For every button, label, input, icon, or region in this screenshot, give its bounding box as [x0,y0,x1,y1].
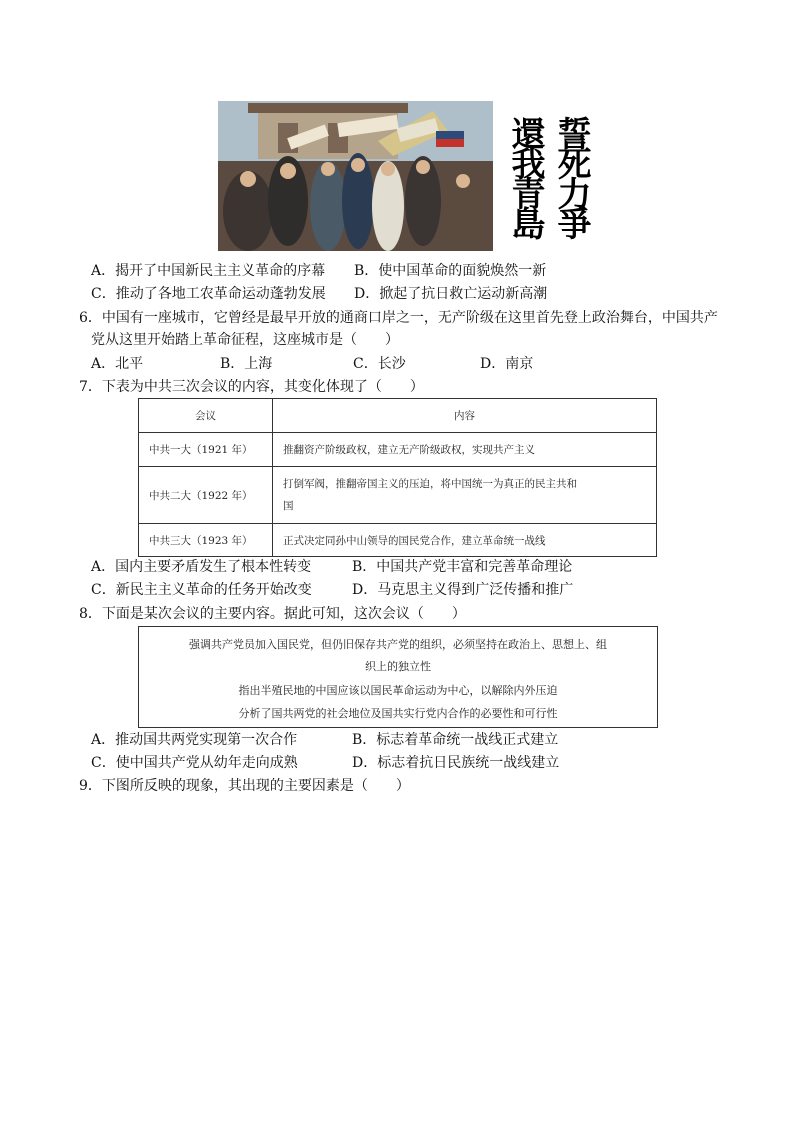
table-header-row [139,399,657,433]
q5-option-a: A．揭开了中国新民主主义革命的序幕 [91,263,326,279]
q6-option-c: C．长沙 [353,356,406,372]
q6-option-b: B．上海 [220,356,273,372]
quote-line-1: 强调共产党员加入国民党，但仍旧保存共产党的组织，必须坚持在政治上、思想上、组 [189,638,607,651]
slogan-column-left: 還我青島 [505,116,545,236]
quote-line-4: 分析了国共两党的社会地位及国共实行党内合作的必要性和可行性 [238,707,558,720]
q6-option-a: A．北平 [91,356,144,372]
q8-option-d: D．标志着抗日民族统一战线建立 [352,755,560,771]
table-cell-meeting: 中共二大（1922 年） [139,467,273,524]
q6-stem-line2: 党从这里开始踏上革命征程，这座城市是（ ） [91,332,399,348]
table-cell-meeting: 中共一大（1921 年） [139,433,273,467]
q9-stem: 9．下图所反映的现象，其出现的主要因素是（ ） [79,778,410,794]
table-row [139,467,657,524]
q7-option-a: A．国内主要矛盾发生了根本性转变 [91,559,312,575]
q5-option-c: C．推动了各地工农革命运动蓬勃发展 [91,286,326,302]
table-cell-content [273,467,657,524]
table-cell-content-line: 国 [283,500,294,512]
q8-option-b: B．标志着革命统一战线正式建立 [352,732,559,748]
quote-line-2: 织上的独立性 [365,660,431,673]
table-row [139,524,657,557]
table-cell-content-line: 打倒军阀，推翻帝国主义的压迫，将中国统一为真正的民主共和 [283,478,577,490]
slogan-calligraphy [506,116,590,252]
q7-stem: 7．下表为中共三次会议的内容，其变化体现了（ ） [79,379,424,395]
table-cell-content [273,433,657,467]
table-cell-content-line: 推翻资产阶级政权，建立无产阶级政权，实现共产主义 [283,444,535,456]
table-row [139,433,657,467]
q7-option-d: D．马克思主义得到广泛传播和推广 [352,582,574,598]
q8-option-a: A．推动国共两党实现第一次合作 [91,732,298,748]
q5-option-b: B．使中国革命的面貌焕然一新 [354,263,547,279]
protest-painting-illustration [218,101,493,251]
q7-option-b: B．中国共产党丰富和完善革命理论 [352,559,573,575]
slogan-column-right: 誓死力爭 [551,116,591,236]
q6-stem-line1: 6．中国有一座城市，它曾经是最早开放的通商口岸之一，无产阶级在这里首先登上政治舞台，中国共产 [79,310,718,326]
table-cell-content [273,524,657,557]
table-header-content: 内容 [273,399,657,433]
table-header-meeting: 会议 [139,399,273,433]
q8-option-c: C．使中国共产党从幼年走向成熟 [91,755,298,771]
q8-stem: 8．下面是某次会议的主要内容。据此可知，这次会议（ ） [79,606,466,622]
q8-meeting-content-box [138,626,658,728]
table-cell-content-line: 正式决定同孙中山领导的国民党合作，建立革命统一战线 [283,534,546,547]
table-cell-meeting: 中共三大（1923 年） [139,524,273,557]
protest-painting [218,101,493,251]
q7-meetings-table [138,398,657,557]
q7-option-c: C．新民主主义革命的任务开始改变 [91,582,312,598]
quote-line-3: 指出半殖民地的中国应该以国民革命运动为中心，以解除内外压迫 [238,684,558,697]
q5-option-d: D．掀起了抗日救亡运动新高潮 [354,286,548,302]
q6-option-d: D．南京 [480,356,534,372]
